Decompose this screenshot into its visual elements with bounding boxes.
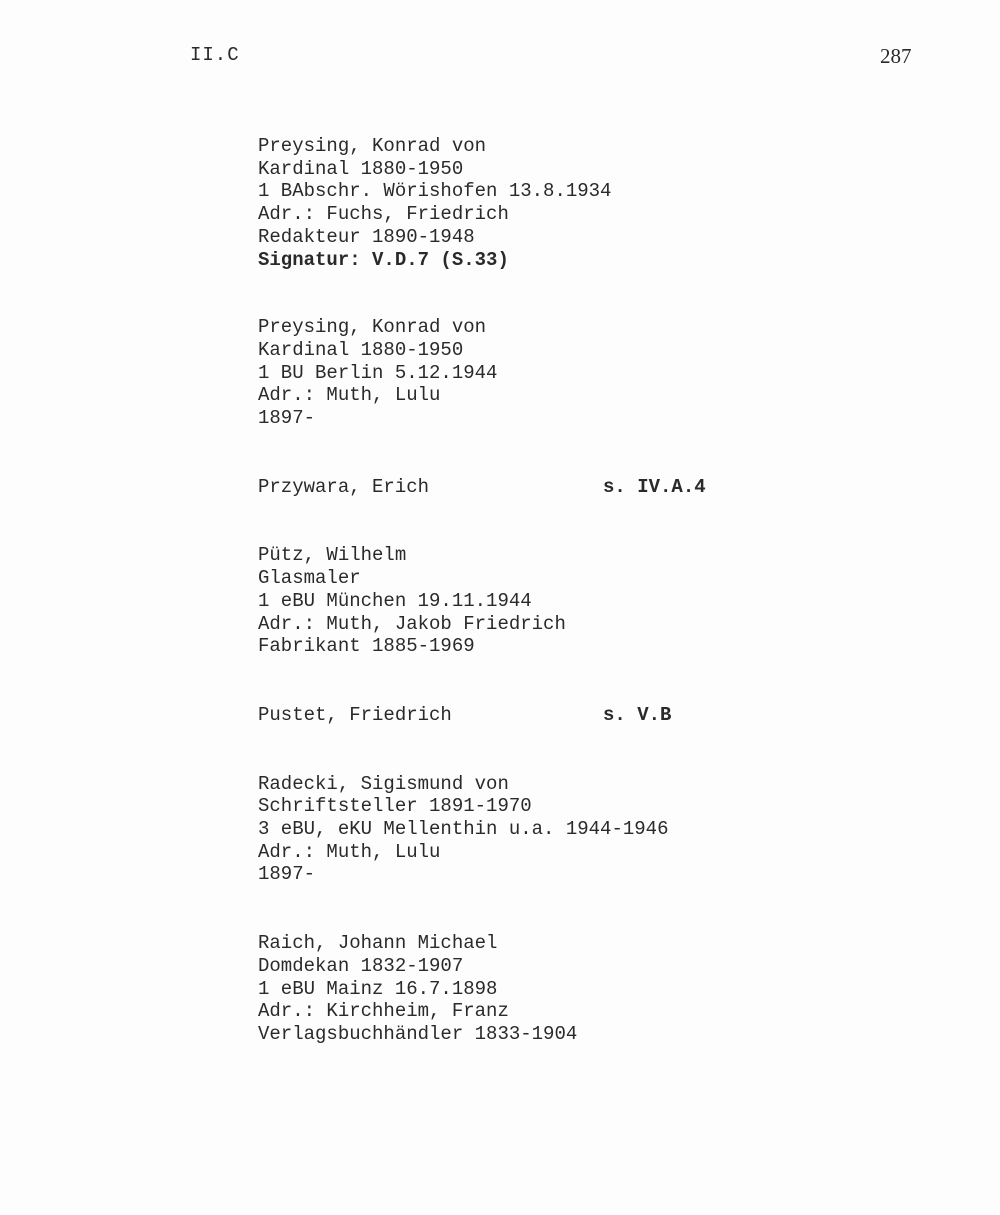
entry-name: Przywara, Erich [258, 475, 430, 498]
entry-letter: 1 BAbschr. Wörishofen 13.8.1934 [258, 180, 612, 203]
entry-pustet [258, 704, 958, 727]
entry-addressee: Adr.: Kirchheim, Franz [258, 1000, 509, 1023]
entry-occupation: Kardinal 1880-1950 [258, 338, 464, 361]
entry-przywara [258, 476, 958, 499]
cross-reference: s. IV.A.4 [603, 475, 706, 498]
entry-addressee: Adr.: Fuchs, Friedrich [258, 203, 509, 226]
entry-puetz [258, 544, 958, 658]
entry-list [258, 135, 958, 1090]
entry-addressee: Adr.: Muth, Jakob Friedrich [258, 612, 566, 635]
entry-occupation: Glasmaler [258, 567, 361, 590]
entry-addressee-info: Redakteur 1890-1948 [258, 225, 475, 248]
entry-letter: 1 eBU München 19.11.1944 [258, 589, 532, 612]
entry-name: Pustet, Friedrich [258, 703, 452, 726]
entry-letter: 3 eBU, eKU Mellenthin u.a. 1944-1946 [258, 818, 669, 841]
entry-name: Radecki, Sigismund von [258, 772, 509, 795]
entry-occupation: Schriftsteller 1891-1970 [258, 795, 532, 818]
entry-addressee-info: Verlagsbuchhändler 1833-1904 [258, 1022, 578, 1045]
entry-addressee: Adr.: Muth, Lulu [258, 384, 441, 407]
entry-addressee-info: Fabrikant 1885-1969 [258, 635, 475, 658]
entry-name: Raich, Johann Michael [258, 932, 498, 955]
entry-occupation: Kardinal 1880-1950 [258, 157, 464, 180]
entry-addressee-info: 1897- [258, 863, 316, 886]
entry-name: Preysing, Konrad von [258, 135, 487, 157]
entry-raich [258, 932, 958, 1046]
entry-addressee-info: 1897- [258, 407, 316, 430]
entry-preysing-1 [258, 135, 958, 271]
entry-addressee: Adr.: Muth, Lulu [258, 840, 441, 863]
entry-radecki [258, 773, 958, 887]
entry-letter: 1 BU Berlin 5.12.1944 [258, 361, 498, 384]
entry-preysing-2 [258, 316, 958, 430]
page-number: 287 [880, 44, 912, 68]
entry-signatur: Signatur: V.D.7 (S.33) [258, 248, 509, 271]
entry-occupation: Domdekan 1832-1907 [258, 954, 464, 977]
entry-name: Preysing, Konrad von [258, 316, 487, 339]
section-label: II.C [190, 44, 240, 66]
entry-name: Pütz, Wilhelm [258, 544, 407, 567]
entry-letter: 1 eBU Mainz 16.7.1898 [258, 977, 498, 1000]
cross-reference: s. V.B [603, 703, 672, 726]
